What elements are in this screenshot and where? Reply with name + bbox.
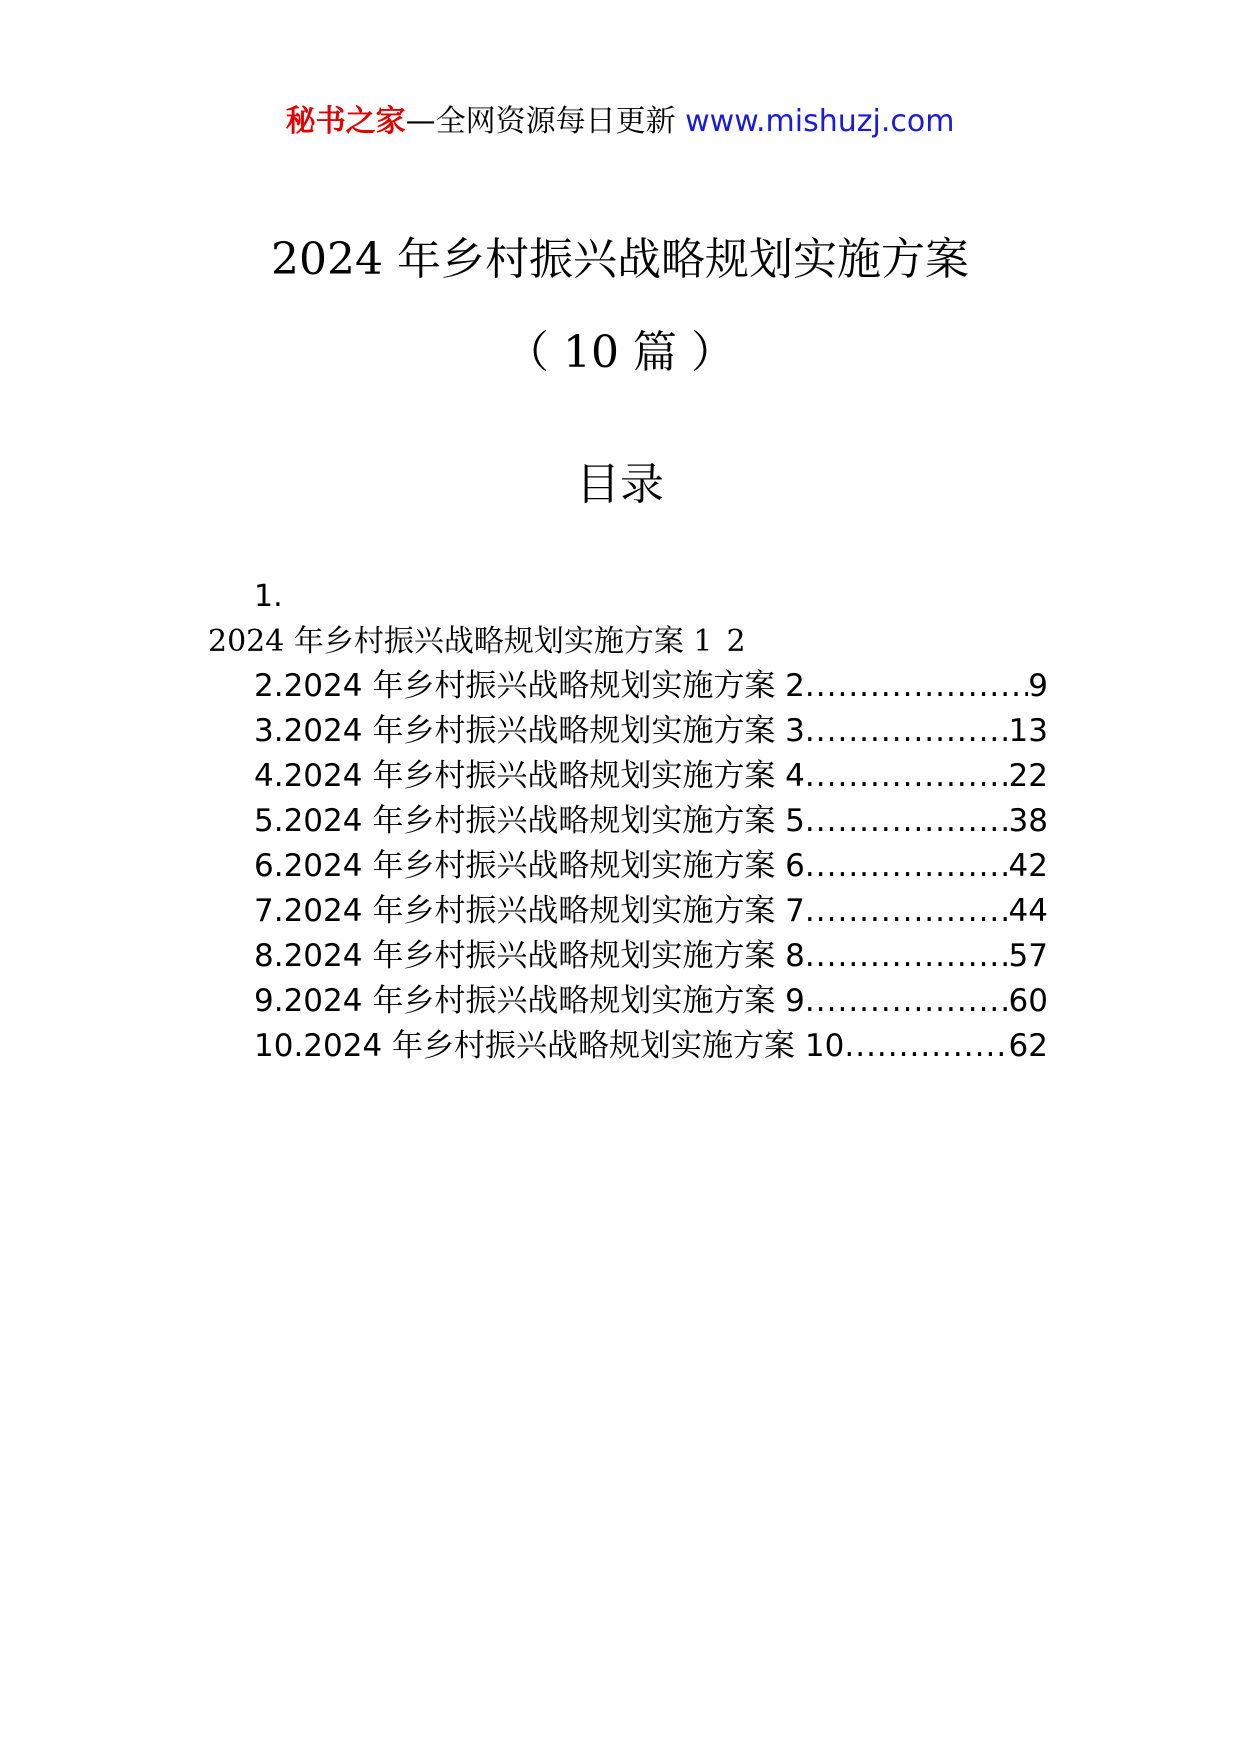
toc-entry-page: 38	[1008, 803, 1048, 839]
toc-entry-4[interactable]	[254, 754, 1048, 799]
toc-dot-leader	[805, 754, 1009, 799]
toc-dot-leader	[805, 844, 1009, 889]
toc-list	[254, 664, 1048, 1069]
toc-entry-label: 3.2024 年乡村振兴战略规划实施方案 3	[254, 713, 805, 749]
toc-entry-label: 7.2024 年乡村振兴战略规划实施方案 7	[254, 893, 805, 929]
toc-entry-1-title[interactable]	[208, 620, 746, 664]
site-header	[0, 100, 1240, 144]
site-url-link[interactable]: www.mishuzj.com	[685, 104, 955, 139]
toc-entry-5[interactable]	[254, 799, 1048, 844]
toc-entry-3[interactable]	[254, 709, 1048, 754]
toc-dot-leader	[805, 934, 1009, 979]
toc-entry-10[interactable]	[254, 1024, 1048, 1069]
toc-entry-2[interactable]	[254, 664, 1048, 709]
toc-entry-1-number[interactable]: 1.	[254, 579, 283, 614]
toc-dot-leader	[805, 979, 1009, 1024]
toc-entry-page: 13	[1008, 713, 1048, 749]
header-tagline: —全网资源每日更新	[405, 104, 676, 139]
document-title: 2024 年乡村振兴战略规划实施方案	[271, 234, 969, 285]
toc-dot-leader	[805, 889, 1009, 934]
toc-entry-1-label: 2024 年乡村振兴战略规划实施方案 1	[208, 624, 713, 659]
toc-entry-page: 22	[1008, 758, 1048, 794]
toc-entry-label: 6.2024 年乡村振兴战略规划实施方案 6	[254, 848, 805, 884]
toc-entry-page: 57	[1008, 938, 1048, 974]
toc-entry-page: 62	[1008, 1028, 1048, 1064]
brand-name: 秘书之家	[285, 104, 406, 139]
toc-entry-9[interactable]	[254, 979, 1048, 1024]
toc-heading: 目录	[576, 459, 664, 510]
toc-entry-6[interactable]	[254, 844, 1048, 889]
toc-entry-page: 60	[1008, 983, 1048, 1019]
toc-entry-label: 10.2024 年乡村振兴战略规划实施方案 10	[254, 1028, 845, 1064]
toc-entry-page: 42	[1008, 848, 1048, 884]
toc-entry-7[interactable]	[254, 889, 1048, 934]
toc-entry-label: 5.2024 年乡村振兴战略规划实施方案 5	[254, 803, 805, 839]
toc-entry-8[interactable]	[254, 934, 1048, 979]
toc-entry-1-page: 2	[726, 624, 746, 659]
toc-dot-leader	[805, 799, 1009, 844]
toc-entry-page: 44	[1008, 893, 1048, 929]
toc-entry-label: 8.2024 年乡村振兴战略规划实施方案 8	[254, 938, 805, 974]
toc-entry-label: 9.2024 年乡村振兴战略规划实施方案 9	[254, 983, 805, 1019]
toc-entry-page: 9	[1028, 668, 1048, 704]
document-subtitle: （ 10 篇 ）	[505, 327, 735, 378]
toc-dot-leader	[844, 1024, 1008, 1069]
toc-dot-leader	[805, 709, 1009, 754]
toc-entry-label: 2.2024 年乡村振兴战略规划实施方案 2	[254, 668, 805, 704]
toc-dot-leader	[805, 664, 1028, 709]
toc-entry-label: 4.2024 年乡村振兴战略规划实施方案 4	[254, 758, 805, 794]
